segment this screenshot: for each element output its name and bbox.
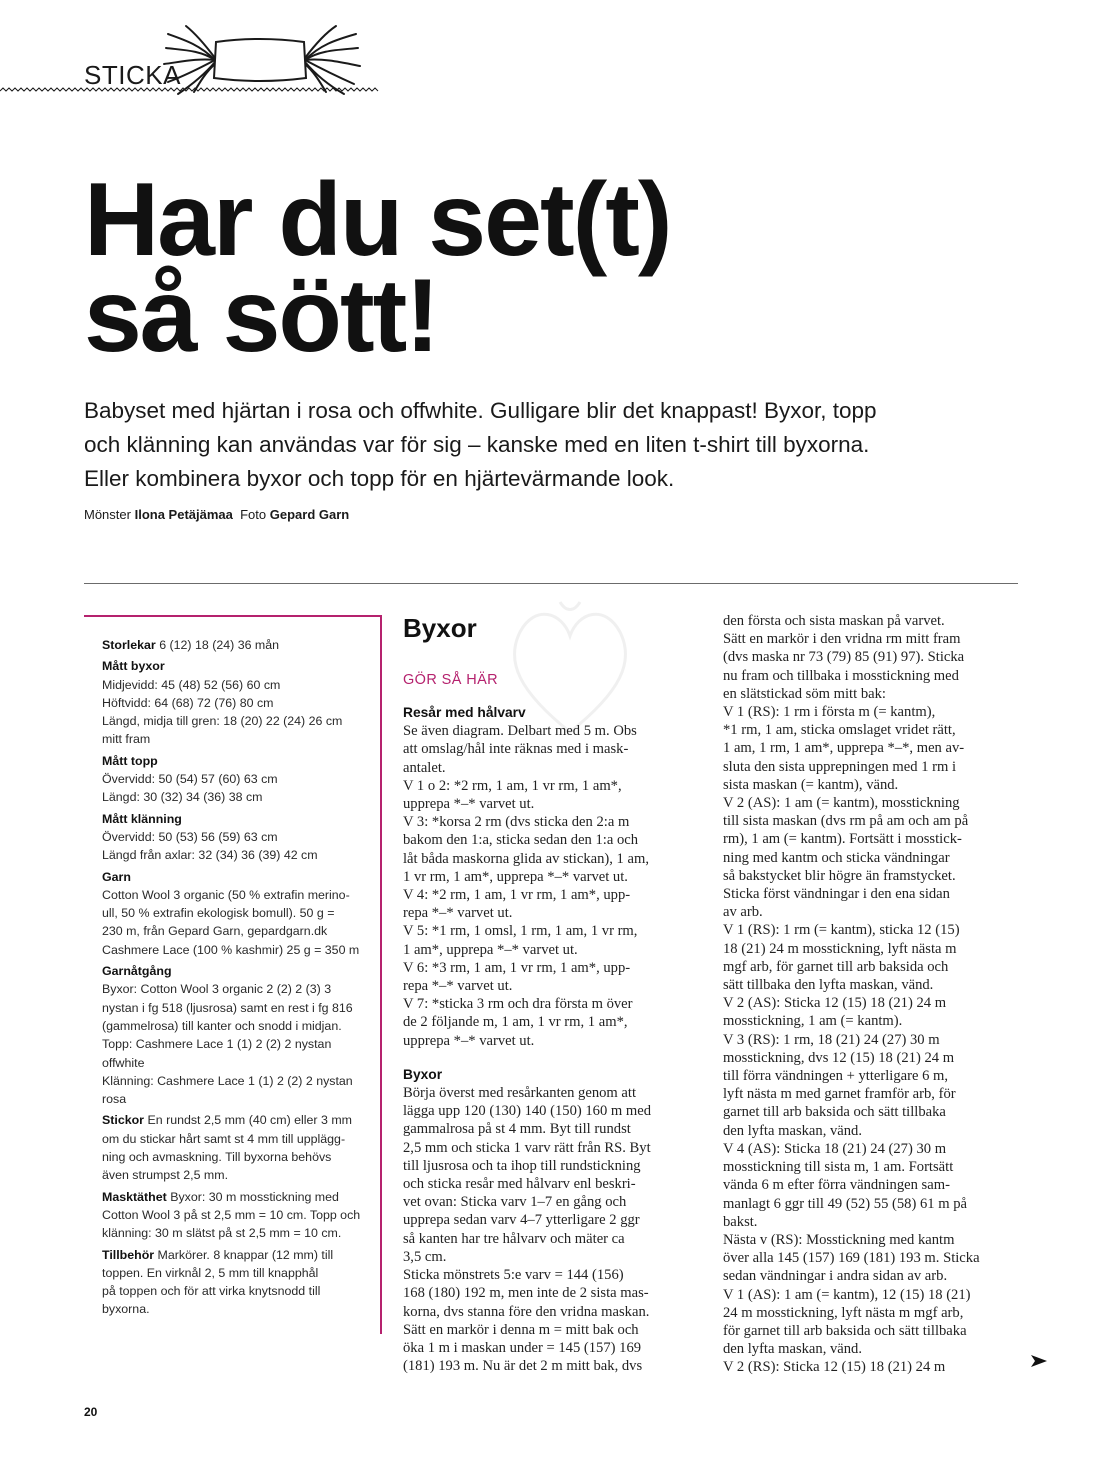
pattern-author: Ilona Petäjämaa [134, 507, 233, 522]
pattern-label: Mönster [84, 507, 131, 522]
fact-line: Midjevidd: 45 (48) 52 (56) 60 cm [102, 677, 281, 692]
fact-line: ull, 50 % extrafin ekologisk bomull). 50 g = [102, 906, 335, 921]
fact-heading: Mått byxor [102, 659, 165, 674]
subheading: Resår med hålvarv [403, 705, 526, 720]
intro-line: Babyset med hjärtan i rosa och offwhite. Gulligare blir det knappast! Byxor, topp [84, 398, 877, 423]
fact-line: Längd: 30 (32) 34 (36) 38 cm [102, 790, 263, 805]
text-line: garnet till arb baksida och sätt tillbaka [723, 1104, 946, 1121]
fact-line: Topp: Cashmere Lace 1 (1) 2 (2) 2 nystan [102, 1037, 332, 1052]
text-line: Se även diagram. Delbart med 5 m. Obs [403, 723, 637, 740]
text-line: V 3: *korsa 2 rm (dvs sticka den 2:a m [403, 814, 630, 831]
fact-line: toppen. En virknål 2, 5 mm till knapphål [102, 1265, 319, 1280]
text-line: så kanten har tre hålvarv och mäter ca [403, 1230, 625, 1247]
text-line: Sätt en markör i den vridna rm mitt fram [723, 631, 961, 648]
fact-line: (gammelrosa) till kanter och snodd i midjan. [102, 1018, 342, 1033]
fact-line: nystan i fg 518 (ljusrosa) samt en rest i fg 816 [102, 1000, 353, 1015]
text-line: mgf arb, för garnet till arb baksida och [723, 958, 949, 975]
text-line: 24 m mosstickning, lyft nästa m mgf arb, [723, 1304, 964, 1321]
text-line: V 5: *1 rm, 1 omsl, 1 rm, 1 am, 1 vr rm, [403, 923, 638, 940]
text-line: repa *–* varvet ut. [403, 905, 513, 922]
article-intro [84, 394, 1004, 496]
text-line: nu fram och tillbaka i mosstickning med [723, 667, 959, 684]
text-line: (dvs maska nr 73 (79) 85 (91) 97). Sticka [723, 649, 965, 666]
text-line: den lyfta maskan, vänd. [723, 1122, 863, 1139]
text-line: sätt tillbaka den lyfta maskan, vänd. [723, 977, 934, 994]
fact-heading: Garnåtgång [102, 964, 172, 979]
facts-content [102, 636, 384, 1319]
instruction-paragraph [723, 612, 1023, 1377]
text-line: låt båda maskorna glida av stickan), 1 am, [403, 850, 649, 867]
fact-line: Övervidd: 50 (54) 57 (60) 63 cm [102, 772, 278, 787]
text-line: vända 6 m efter förra vändningen sam- [723, 1177, 950, 1194]
text-line: den första och sista maskan på varvet. [723, 613, 945, 629]
text-line: mosstickning, 1 am (= kantm). [723, 1013, 903, 1030]
text-line: lägga upp 120 (130) 140 (150) 160 m med [403, 1103, 652, 1120]
intro-line: Eller kombinera byxor och topp för en hjärtevärmande look. [84, 466, 675, 491]
fact-heading: Mått klänning [102, 811, 182, 826]
text-line: bakom den 1:a, sticka sedan den 1:a och [403, 832, 639, 849]
text-line: så bakstycket blir högre än framstycket. [723, 867, 956, 884]
text-line: för garnet till arb baksida och sätt tillbaka [723, 1322, 967, 1339]
text-line: 3,5 cm. [403, 1248, 447, 1265]
text-line: 1 am, 1 rm, 1 am*, upprepa *–*, men av- [723, 740, 965, 757]
fact-line: Cashmere Lace (100 % kashmir) 25 g = 350 m [102, 942, 360, 957]
text-line: Sätt en markör i denna m = mitt bak och [403, 1321, 639, 1338]
text-line: Börja överst med resårkanten genom att [403, 1085, 637, 1102]
text-line: 1 am*, upprepa *–* varvet ut. [403, 941, 578, 958]
fact-line: klänning: 30 m slätst på st 2,5 mm = 10 cm. [102, 1226, 342, 1241]
text-line: V 6: *3 rm, 1 am, 1 vr rm, 1 am*, upp- [403, 959, 631, 976]
text-line: mosstickning, dvs 12 (15) 18 (21) 24 m [723, 1049, 955, 1066]
fact-line: om du stickar hårt samt st 4 mm till upplägg- [102, 1131, 346, 1146]
text-line: 2,5 mm och sticka 1 varv rätt från RS. Byt [403, 1139, 651, 1156]
subheading: Byxor [403, 1066, 443, 1082]
text-line: vet ovan: Sticka varv 1–7 en gång och [403, 1194, 627, 1211]
text-line: upprepa *–* varvet ut. [403, 1032, 535, 1049]
text-line: de 2 följande m, 1 am, 1 vr rm, 1 am*, [403, 1014, 628, 1031]
text-line: V 1 (RS): 1 rm (= kantm), sticka 12 (15) [723, 922, 960, 939]
text-line: till sista maskan (dvs rm på am och am på [723, 813, 969, 830]
fact-line: Byxor: Cotton Wool 3 organic 2 (2) 2 (3) 3 [102, 982, 332, 997]
fact-heading: Mått topp [102, 753, 158, 768]
intro-line: och klänning kan användas var för sig – kanske med en liten t-shirt till byxorna. [84, 432, 870, 457]
fact-line: Klänning: Cashmere Lace 1 (1) 2 (2) 2 nystan [102, 1073, 353, 1088]
text-line: repa *–* varvet ut. [403, 978, 513, 995]
credits [84, 507, 349, 522]
text-line: sluta den sista upprepningen med 1 rm i [723, 758, 957, 775]
text-line: Nästa v (RS): Mosstickning med kantm [723, 1231, 955, 1248]
text-line: lyft nästa m med garnet framför arb, för [723, 1086, 956, 1103]
text-line: V 2 (RS): Sticka 12 (15) 18 (21) 24 m [723, 1359, 946, 1376]
pattern-facts-box [84, 615, 382, 1334]
fact-line: även strumpst 2,5 mm. [102, 1168, 229, 1183]
fact-heading: Garn [102, 869, 131, 884]
text-line: gammalrosa på st 4 mm. Byt till rundst [403, 1121, 631, 1138]
text-line: att omslag/hål inte räknas med i mask- [403, 741, 629, 758]
text-line: 1 vr rm, 1 am*, upprepa *–* varvet ut. [403, 868, 628, 885]
text-line: ning med kantm och sticka vändningar [723, 849, 950, 866]
instruction-paragraph [403, 722, 703, 1050]
text-line: antalet. [403, 759, 446, 776]
text-line: rm), 1 am (= kantm). Fortsätt i mosstick- [723, 831, 962, 848]
title-line-2: så sött! [84, 258, 438, 374]
text-line: bakst. [723, 1213, 758, 1230]
fact-line: på toppen och för att virka knytsnodd till [102, 1284, 321, 1299]
fact-line: Längd från axlar: 32 (34) 36 (39) 42 cm [102, 848, 318, 863]
text-line: V 2 (AS): Sticka 12 (15) 18 (21) 24 m [723, 995, 947, 1012]
section-kicker: GÖR SÅ HÄR [403, 672, 499, 688]
text-line: 18 (21) 24 m mosstickning, lyft nästa m [723, 940, 957, 957]
fact-line: Höftvidd: 64 (68) 72 (76) 80 cm [102, 695, 274, 710]
text-line: V 1 o 2: *2 rm, 1 am, 1 vr rm, 1 am*, [403, 777, 622, 794]
text-line: (181) 193 m. Nu är det 2 m mitt bak, dvs [403, 1358, 643, 1375]
horizontal-rule [84, 583, 1018, 584]
text-line: V 7: *sticka 3 rm och dra första m över [403, 996, 633, 1013]
text-line: och sticka resår med hålvarv enl beskri- [403, 1176, 636, 1193]
fact-line: 230 m, från Gepard Garn, gepardgarn.dk [102, 924, 328, 939]
page-number: 20 [84, 1405, 98, 1419]
photo-credit: Gepard Garn [269, 507, 350, 522]
arrow-right-icon [1030, 1354, 1048, 1368]
text-line: sista maskan (= kantm), vänd. [723, 776, 899, 793]
instructions-column-1 [403, 612, 703, 1375]
text-line: öka 1 m i maskan under = 145 (157) 169 [403, 1339, 642, 1356]
fact-line: ning och avmaskning. Till byxorna behövs [102, 1150, 332, 1165]
instruction-paragraph [403, 1084, 703, 1375]
section-heading: Byxor [403, 613, 477, 643]
text-line: mosstickning till sista m, 1 am. Fortsätt [723, 1159, 954, 1176]
fact-tillbehor: Tillbehör Markörer. 8 knappar (12 mm) till [102, 1247, 334, 1262]
text-line: V 2 (AS): 1 am (= kantm), mosstickning [723, 795, 960, 812]
fact-line: rosa [102, 1092, 127, 1107]
text-line: Sticka mönstrets 5:e varv = 144 (156) [403, 1267, 624, 1284]
text-line: av arb. [723, 904, 763, 921]
text-line: Sticka först vändningar i den ena sidan [723, 886, 950, 903]
section-label: STICKA [84, 60, 181, 90]
fact-line: byxorna. [102, 1302, 150, 1317]
text-line: V 4: *2 rm, 1 am, 1 vr rm, 1 am*, upp- [403, 887, 631, 904]
text-line: den lyfta maskan, vänd. [723, 1341, 863, 1358]
text-line: sedan vändningar i andra sidan av arb. [723, 1268, 948, 1285]
fact-line: mitt fram [102, 732, 151, 747]
instructions-column-2 [723, 612, 1023, 1377]
text-line: V 1 (AS): 1 am (= kantm), 12 (15) 18 (21) [723, 1286, 971, 1303]
text-line: manlagt 6 ggr till 49 (52) 55 (58) 61 m på [723, 1195, 967, 1212]
article-title [84, 162, 671, 374]
title-line-1: Har du set(t) [84, 162, 671, 278]
fact-line: Cotton Wool 3 organic (50 % extrafin merino- [102, 887, 350, 902]
fact-line: Längd, midja till gren: 18 (20) 22 (24) 26 cm [102, 714, 343, 729]
fact-line: offwhite [102, 1055, 145, 1070]
text-line: korna, dvs stanna före den vridna maskan. [403, 1303, 650, 1320]
text-line: V 3 (RS): 1 rm, 18 (21) 24 (27) 30 m [723, 1031, 940, 1048]
fact-line: Cotton Wool 3 på st 2,5 mm = 10 cm. Topp och [102, 1207, 361, 1222]
fact-storlekar: Storlekar 6 (12) 18 (24) 36 mån [102, 638, 280, 652]
text-line: över alla 145 (157) 169 (181) 193 m. Sticka [723, 1250, 980, 1267]
zigzag-divider [0, 86, 380, 94]
text-line: en slätstickad söm mitt bak: [723, 685, 886, 702]
text-line: 168 (180) 192 m, men inte de 2 sista mas- [403, 1285, 649, 1302]
text-line: V 4 (AS): Sticka 18 (21) 24 (27) 30 m [723, 1140, 947, 1157]
text-line: V 1 (RS): 1 rm i första m (= kantm), [723, 704, 936, 721]
fact-stickor: Stickor En rundst 2,5 mm (40 cm) eller 3 mm [102, 1113, 352, 1128]
text-line: till ljusrosa och ta ihop till rundstickning [403, 1157, 641, 1174]
text-line: upprepa sedan varv 4–7 ytterligare 2 ggr [403, 1212, 640, 1229]
text-line: till förra vändningen + ytterligare 6 m, [723, 1068, 949, 1085]
text-line: upprepa *–* varvet ut. [403, 796, 535, 813]
fact-line: Övervidd: 50 (53) 56 (59) 63 cm [102, 829, 278, 844]
photo-label: Foto [240, 507, 267, 522]
text-line: *1 rm, 1 am, sticka omslaget vridet rätt, [723, 722, 956, 739]
fact-masktathet: Masktäthet Byxor: 30 m mosstickning med [102, 1189, 339, 1204]
